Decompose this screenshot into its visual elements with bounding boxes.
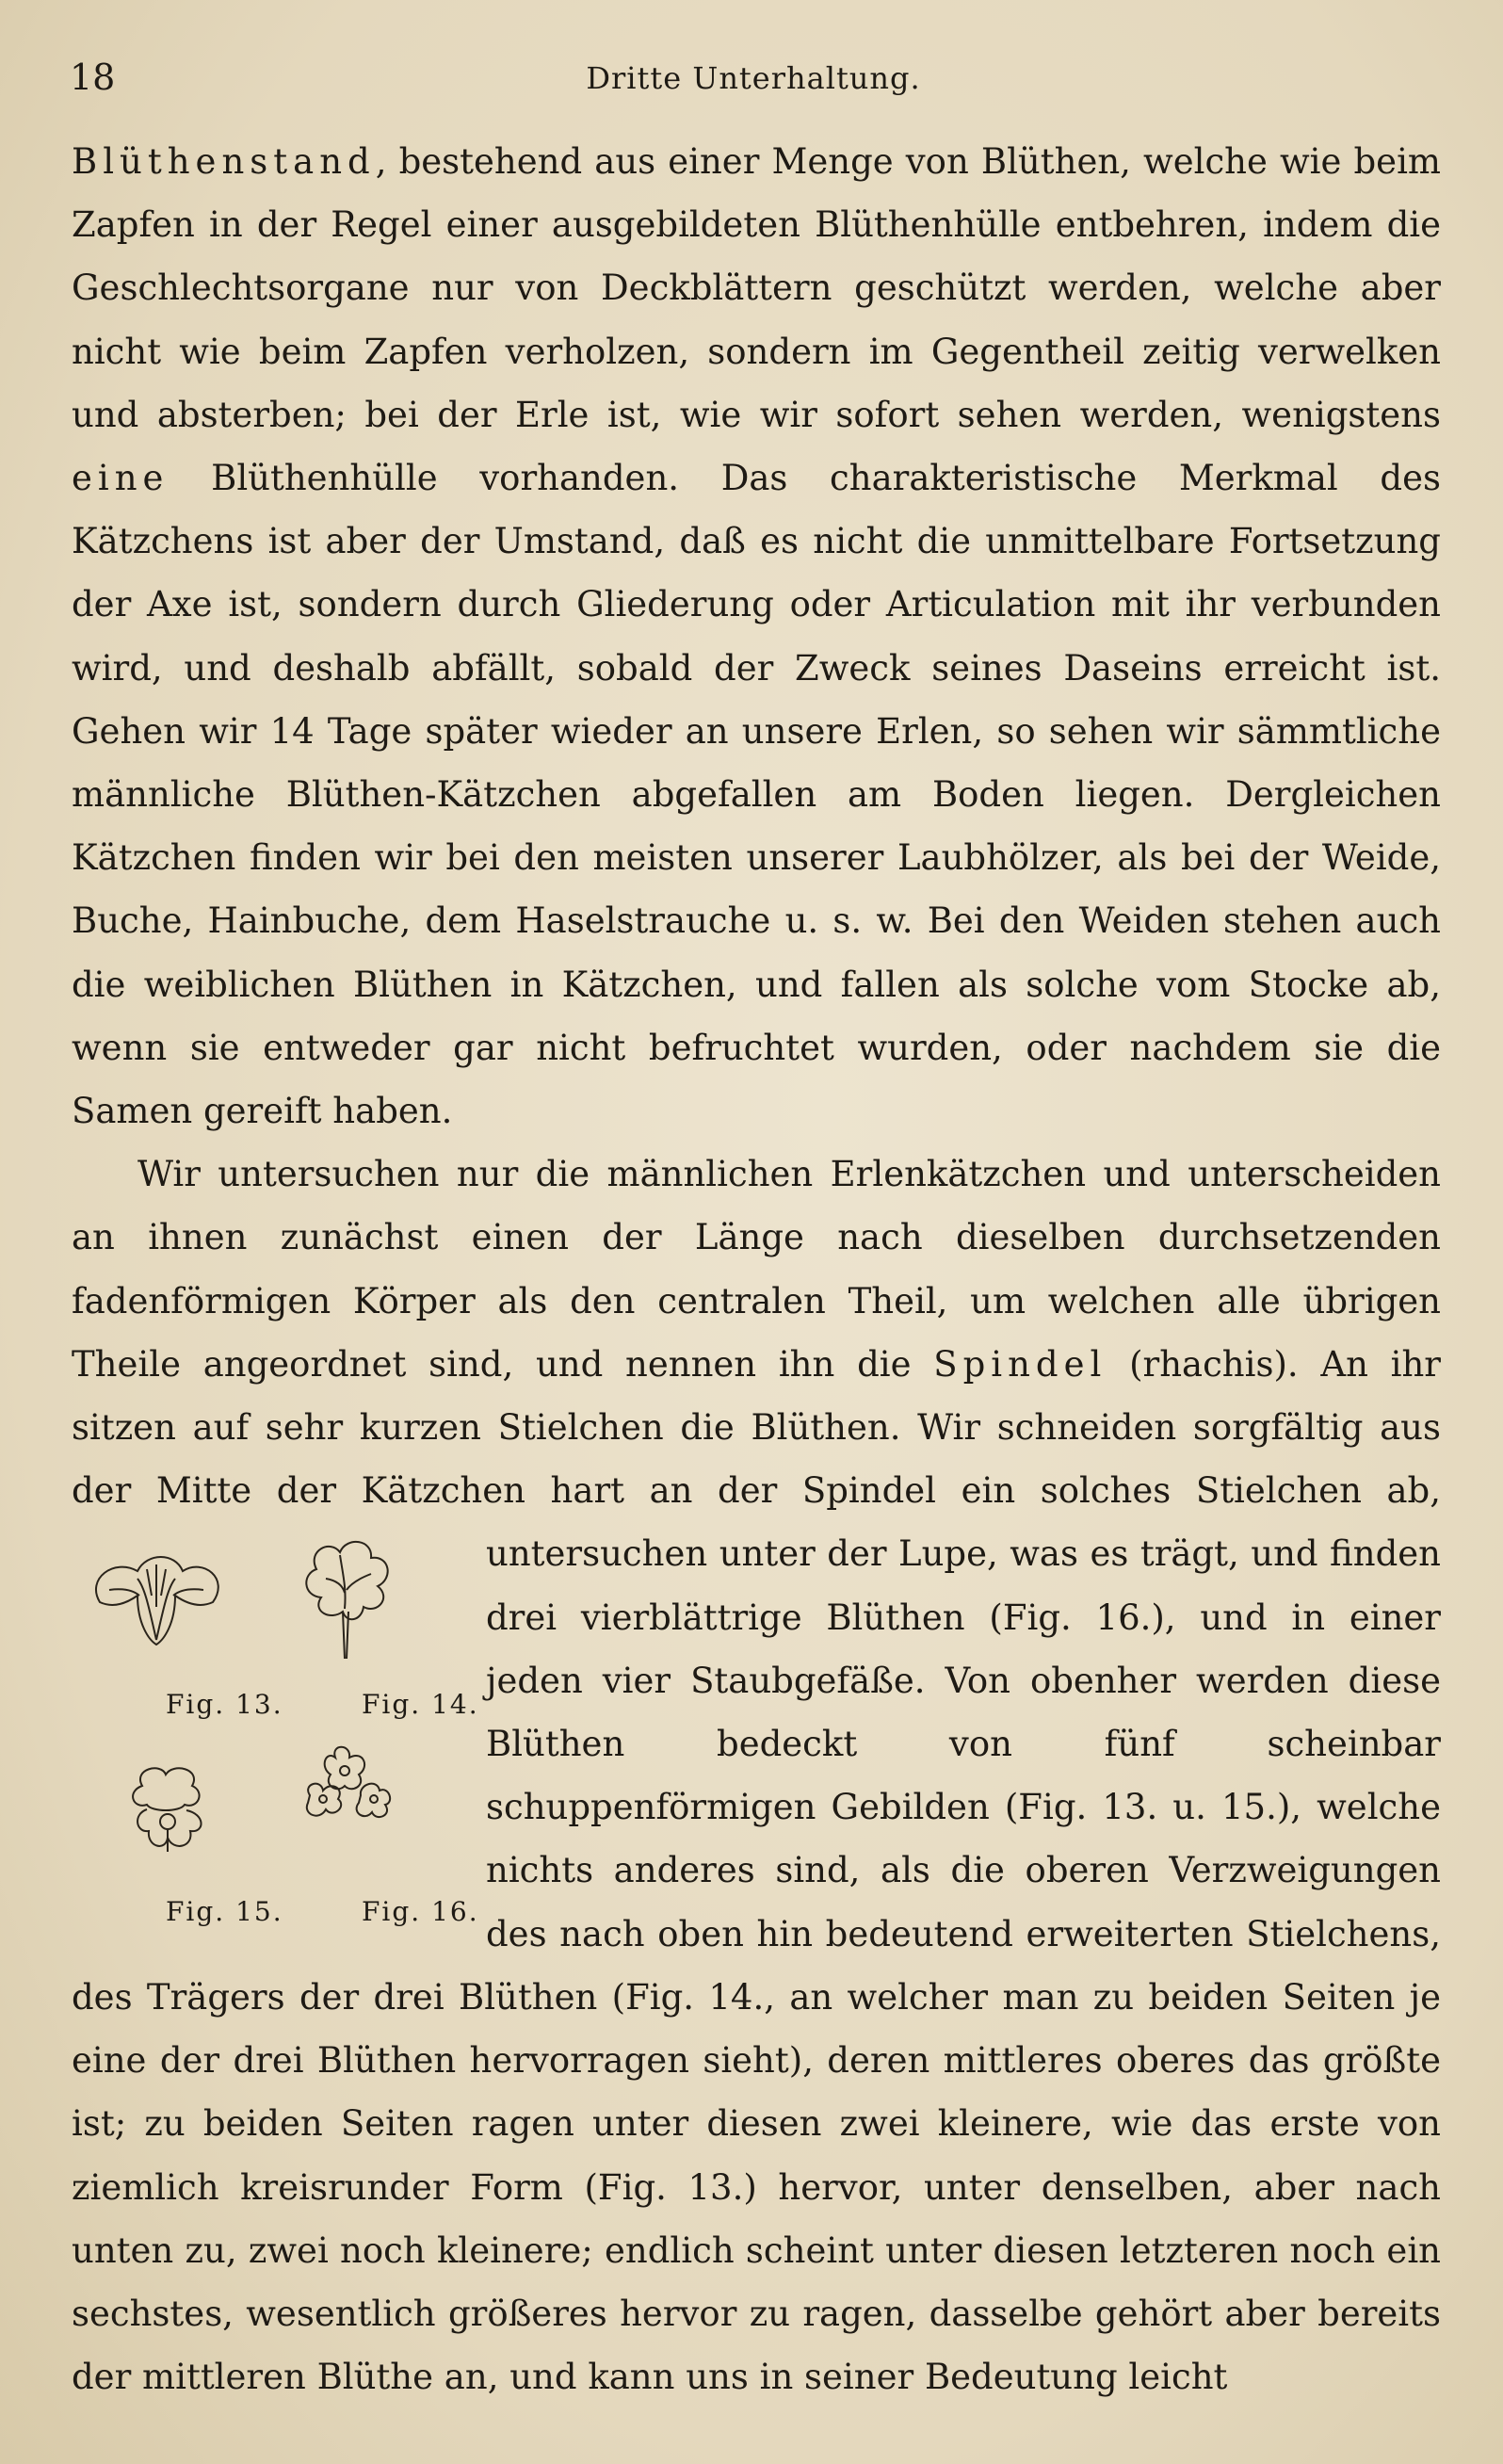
running-title: Dritte Unterhaltung. [586, 60, 921, 96]
paragraph-2-text-b: (rhachis). An ihr sitzen auf sehr kurzen Stielchen die Blüthen. Wir schneiden sorgfältig aus der Mitte der Kätzchen hart an der Spindel ein solches Stielchen ab, untersuchen unter der Lupe, was es trägt, [72, 1343, 1441, 1575]
page-number: 18 [70, 57, 116, 98]
paragraph-2-text-a: Wir untersuchen nur die männlichen Erlenkätzchen und unterscheiden an ihnen zunächst einen der Länge nach dieselben durchsetzenden fadenförmigen Körper als den centralen Theil, um welchen alle übrigen Theile angeordnet sind, und nennen ihn die [72, 1154, 1441, 1385]
fig-14-illustration [288, 1532, 401, 1663]
paragraph-2 [72, 1143, 1441, 2408]
emphasis-bluethenstand: Blüthenstand [72, 141, 376, 182]
fig-13-illustration [81, 1550, 232, 1654]
fig-13-caption: Fig. 13. [166, 1689, 283, 1721]
fig-14-caption: Fig. 14. [362, 1689, 479, 1721]
page-header [66, 47, 1441, 113]
paragraph-1 [72, 130, 1441, 1143]
fig-16-caption: Fig. 16. [362, 1896, 479, 1928]
emphasis-eine: eine [72, 458, 170, 499]
figure-group [72, 1522, 479, 1965]
paragraph-1-text-a: , bestehend aus einer Menge von Blüthen, welche wie beim Zapfen in der Regel einer ausgebildeten Blüthenhülle entbehren, indem die Geschlechtsorgane nur von Deckblättern geschützt werden, welche aber nicht wie beim Zapfen verholzen, sondern im Gegentheil zeitig verwelken und absterben; bei der Erle ist, wie wir sofort sehen werden, wenigstens [72, 141, 1441, 435]
body-text [72, 130, 1441, 2408]
fig-16-illustration [293, 1739, 396, 1842]
paragraph-2-text-c: und finden drei vierblättrige Blüthen (Fig. 16.), und in einer jeden vier Staubgefäße. Von obenher werden diese Blüthen bedeckt von fünf scheinbar schuppenförmigen Gebilden (Fig. 13. u. 15.), welche nichts anderes sind, als die oberen Verzweigungen des nach oben hin bedeutend erweiterten Stielchens, des Trägers der drei Blüthen (Fig. 14., an welcher man zu beiden Seiten je eine der drei Blüthen hervorragen sieht), deren mittleres oberes das größte ist; zu beiden Seiten ragen unter diesen zwei kleinere, wie das erste von ziemlich kreisrunder Form (Fig. 13.) hervor, unter denselben, aber nach unten zu, zwei noch kleinere; endlich scheint unter diesen letzteren noch ein sechstes, wesentlich größeres hervor zu ragen, dasselbe gehört aber bereits der mittleren Blüthe an, und kann uns in seiner Bedeutung leicht [72, 1533, 1441, 2398]
fig-15-illustration [119, 1758, 213, 1861]
fig-15-caption: Fig. 15. [166, 1896, 283, 1928]
paragraph-1-text-b: Blüthenhülle vorhanden. Das charakteristische Merkmal des Kätzchens ist aber der Umstand, daß es nicht die unmittelbare Fortsetzung der Axe ist, sondern durch Gliederung oder Articulation mit ihr verbunden wird, und deshalb abfällt, sobald der Zweck seines Daseins erreicht ist. Gehen wir 14 Tage später wieder an unsere Erlen, so sehen wir sämmtliche männliche Blüthen-Kätzchen abgefallen am Boden liegen. Dergleichen Kätzchen finden wir bei den meisten unserer Laubhölzer, als bei der Weide, Buche, Hainbuche, dem Haselstrauche u. s. w. Bei den Weiden stehen auch die weiblichen Blüthen in Kätzchen, und fallen als solche vom Stocke ab, wenn sie entweder gar nicht befruchtet wurden, oder nachdem sie die Samen gereift haben. [72, 458, 1441, 1132]
emphasis-spindel: Spindel [933, 1343, 1107, 1385]
